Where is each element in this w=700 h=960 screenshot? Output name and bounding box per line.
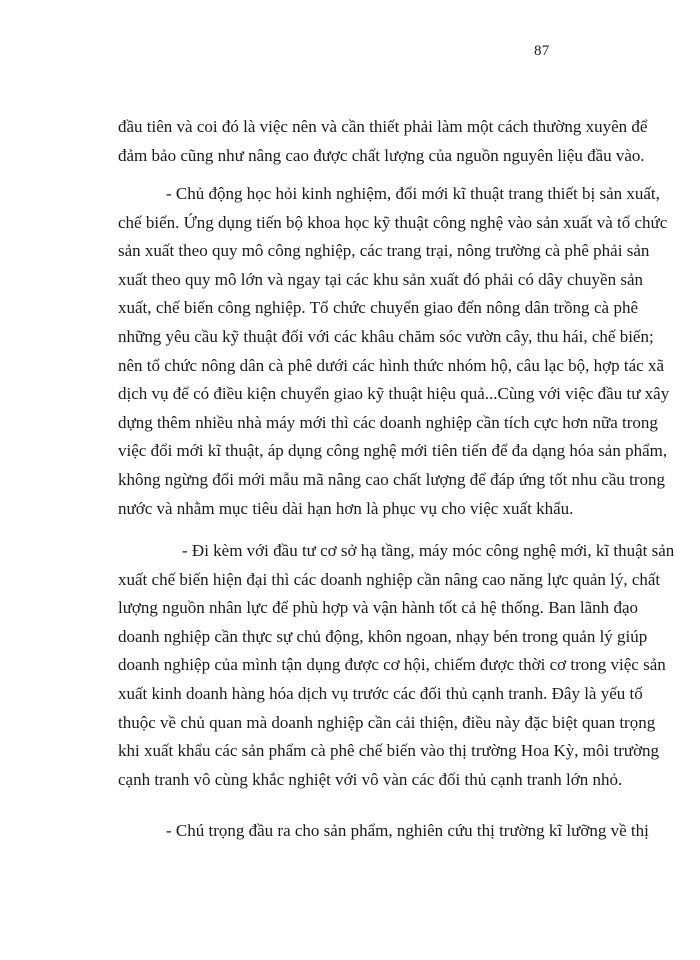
text-line: - Đi kèm với đầu tư cơ sở hạ tầng, máy móc công nghệ mới, kĩ thuật sản (182, 541, 675, 560)
text-line: nên tổ chức nông dân cà phê dưới các hình thức nhóm hộ, câu lạc bộ, hợp tác xã (118, 355, 665, 375)
page-number: 87 (534, 43, 550, 59)
text-line: doanh nghiệp của mình tận dụng được cơ hội, chiếm được thời cơ trong việc sản (118, 655, 666, 675)
text-line: việc đổi mới kĩ thuật, áp dụng công nghệ mới tiên tiến để đa dạng hóa sản phẩm, (118, 441, 668, 461)
text-line: nước và nhằm mục tiêu dài hạn hơn là phục vụ cho việc xuất khẩu. (118, 498, 574, 518)
text-line: - Chú trọng đầu ra cho sản phẩm, nghiên cứu thị trường kĩ lưỡng về thị (166, 821, 649, 840)
paragraph-management-capacity (118, 537, 675, 794)
text-line: không ngừng đổi mới mẫu mã nâng cao chất lượng để đáp ứng tốt nhu cầu trong (118, 469, 666, 489)
text-line: xuất, chế biến công nghiệp. Tổ chức chuyển giao đến nông dân trồng cà phê (118, 298, 638, 318)
text-line: khi xuất khẩu các sản phẩm cà phê chế biến vào thị trường Hoa Kỳ, môi trường (118, 741, 660, 761)
text-line: chế biến. Ứng dụng tiến bộ khoa học kỹ thuật công nghệ vào sản xuất và tổ chức (118, 212, 668, 232)
text-line: xuất kinh doanh hàng hóa dịch vụ trước các đối thủ cạnh tranh. Đây là yếu tố (118, 683, 643, 703)
text-line: dựng thêm nhiều nhà máy mới thì các doanh nghiệp cần tích cực hơn nữa trong (118, 412, 658, 432)
text-line: sản xuất theo quy mô công nghiệp, các trang trại, nông trường cà phê phải sản (118, 241, 650, 261)
text-line: thuộc về chủ quan mà doanh nghiệp cần cải thiện, điều này đặc biệt quan trọng (118, 712, 656, 732)
text-line: xuất chế biến hiện đại thì các doanh nghiệp cần nâng cao năng lực quản lý, chất (118, 569, 661, 589)
paragraph-production-technology (118, 180, 670, 523)
text-line: - Chủ động học hỏi kinh nghiệm, đổi mới kĩ thuật trang thiết bị sản xuất, (166, 184, 660, 203)
text-line: những yêu cầu kỹ thuật đối với các khâu chăm sóc vườn cây, thu hái, chế biến; (118, 326, 654, 346)
text-line: lượng nguồn nhân lực để phù hợp và vận hành tốt cả hệ thống. Ban lãnh đạo (118, 598, 638, 618)
text-line: xuất theo quy mô lớn và ngay tại các khu sản xuất đó phải có dây chuyền sản (118, 269, 643, 289)
text-line: đầu tiên và coi đó là việc nên và cần thiết phải làm một cách thường xuyên để (118, 117, 648, 136)
text-line: cạnh tranh vô cùng khắc nghiệt với vô vàn các đối thủ cạnh tranh lớn nhỏ. (118, 769, 623, 789)
text-line: dịch vụ để có điều kiện chuyển giao kỹ thuật hiệu quả...Cùng với việc đầu tư xây (118, 384, 670, 404)
text-line: đảm bảo cũng như nâng cao được chất lượng của nguồn nguyên liệu đầu vào. (118, 145, 645, 165)
text-line: doanh nghiệp cần thực sự chủ động, khôn ngoan, nhạy bén trong quản lý giúp (118, 626, 648, 646)
paragraph-continuation (118, 113, 648, 170)
paragraph-market-output (118, 817, 649, 846)
